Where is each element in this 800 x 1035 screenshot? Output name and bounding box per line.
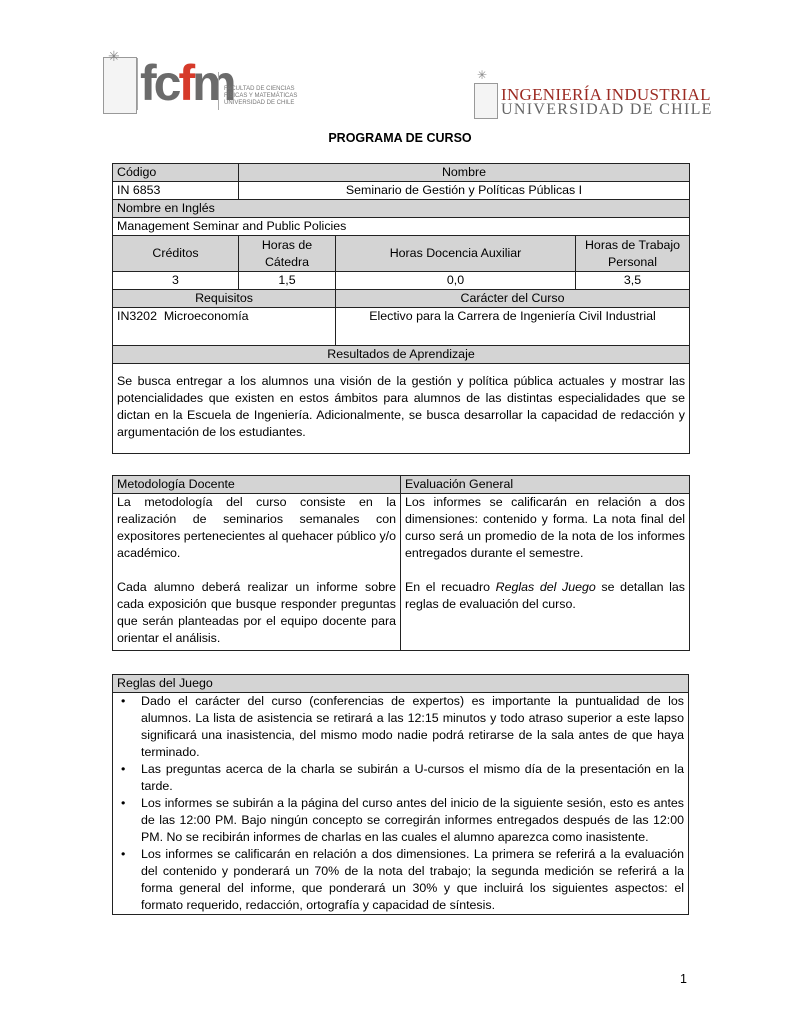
horas-auxiliar-value: 0,0: [336, 272, 576, 290]
text: En el recuadro: [405, 580, 496, 594]
horas-catedra-label: Horas de Cátedra: [239, 236, 336, 272]
logo-title: INGENIERÍA INDUSTRIAL: [501, 85, 711, 104]
list-item: [121, 795, 684, 846]
logo-subtitle: UNIVERSIDAD DE CHILE: [501, 101, 713, 118]
rules-table: [112, 674, 689, 915]
evaluacion-text: [401, 494, 690, 651]
bullet-icon: •: [121, 847, 126, 861]
list-item: [121, 761, 684, 795]
horas-personal-label: Horas de Trabajo Personal: [576, 236, 690, 272]
fcfm-caption: [224, 86, 297, 107]
creditos-label: Créditos: [113, 236, 239, 272]
resultados-text: Se busca entregar a los alumnos una visión de la gestión y política pública actuales y mostrar las potencialidades que existen en estos ámbitos para alumnos de las distintas especialidades que se dictan en la Escuela de Ingeniería. Adicionalmente, se busca desarrollar la capacidad de redacción y argumentación de los estudiantes.: [113, 364, 690, 454]
university-crest-icon: [474, 83, 498, 119]
list-item: [121, 846, 684, 914]
metodologia-paragraph: La metodología del curso consiste en la realización de seminarios semanales con expositores pertenecientes al quehacer público y/o académico.: [117, 495, 396, 560]
nombre-value: Seminario de Gestión y Políticas Públicas I: [239, 182, 690, 200]
star-icon: ✳: [477, 68, 488, 82]
metodologia-label: Metodología Docente: [113, 476, 401, 494]
fcfm-caption-line: UNIVERSIDAD DE CHILE: [224, 100, 295, 106]
fcfm-caption-line: FACULTAD DE CIENCIAS: [224, 86, 295, 92]
creditos-value: 3: [113, 272, 239, 290]
metodologia-paragraph: Cada alumno deberá realizar un informe sobre cada exposición que busque responder preguntas que serán planteadas por el equipo docente para orientar el análisis.: [117, 580, 396, 645]
caracter-value: Electivo para la Carrera de Ingeniería Civil Industrial: [336, 308, 690, 346]
nombre-ingles-label: Nombre en Inglés: [113, 200, 690, 218]
logo-divider: [218, 72, 219, 110]
list-item: [121, 693, 684, 761]
resultados-label: Resultados de Aprendizaje: [113, 346, 690, 364]
rule-text: Las preguntas acerca de la charla se subirán a U-cursos el mismo día de la presentación en la tarde.: [141, 762, 684, 793]
horas-catedra-value: 1,5: [239, 272, 336, 290]
fcfm-wordmark: fcfm: [140, 55, 234, 111]
requisitos-label: Requisitos: [113, 290, 336, 308]
fcfm-caption-line: FÍSICAS Y MATEMÁTICAS: [224, 93, 298, 99]
bullet-icon: •: [121, 796, 126, 810]
evaluacion-label: Evaluación General: [401, 476, 690, 494]
logo-divider: [137, 58, 138, 110]
rule-text: Los informes se calificarán en relación a dos dimensiones. La primera se referirá a la evaluación del contenido y ponderará un 70% de la nota del trabajo; la segunda medición se referirá a la forma general del informe, que ponderará un 30% y que incluirá los siguientes aspectos: el formato requerido, redacción, ortografía y capacidad de síntesis.: [141, 847, 684, 912]
evaluacion-paragraph: [405, 579, 685, 613]
caracter-label: Carácter del Curso: [336, 290, 690, 308]
methodology-table: [112, 475, 690, 651]
metodologia-text: [113, 494, 401, 651]
requisitos-value: IN3202 Microeconomía: [113, 308, 336, 346]
rules-label: Reglas del Juego: [113, 675, 689, 693]
rule-text: Los informes se subirán a la página del curso antes del inicio de la siguiente sesión, esto es antes de las 12:00 PM. Bajo ningún concepto se corregirán informes entregados después de las 12:00 PM. No se recibirán informes de charlas en las cuales el alumno aparezca como inasistente.: [141, 796, 684, 844]
course-info-table: [112, 163, 690, 454]
rule-text: Dado el carácter del curso (conferencias de expertos) es importante la puntualidad de los alumnos. La lista de asistencia se retirará a las 12:15 minutos y todo atraso superior a este lapso significará una inasistencia, del mismo modo nadie podrá retirarse de la sala antes de que haya terminado.: [141, 694, 684, 759]
page-title: PROGRAMA DE CURSO: [328, 131, 472, 145]
page-number: 1: [680, 972, 687, 986]
university-crest-icon: [103, 57, 137, 114]
star-icon: ✳: [108, 48, 120, 64]
nombre-label: Nombre: [239, 164, 690, 182]
text: se detallan las reglas de evaluación del curso.: [405, 580, 686, 611]
bullet-icon: •: [121, 762, 126, 776]
horas-auxiliar-label: Horas Docencia Auxiliar: [336, 236, 576, 272]
nombre-ingles-value: Management Seminar and Public Policies: [113, 218, 690, 236]
codigo-label: Código: [113, 164, 239, 182]
evaluacion-paragraph: Los informes se calificarán en relación a dos dimensiones: contenido y forma. La nota final del curso será un promedio de la nota de los informes entregados durante el semestre.: [405, 495, 685, 560]
rules-list-cell: [113, 693, 689, 915]
emphasis-text: Reglas del Juego: [495, 580, 596, 594]
codigo-value: IN 6853: [113, 182, 239, 200]
horas-personal-value: 3,5: [576, 272, 690, 290]
rules-list: [117, 693, 684, 914]
bullet-icon: •: [121, 694, 126, 708]
